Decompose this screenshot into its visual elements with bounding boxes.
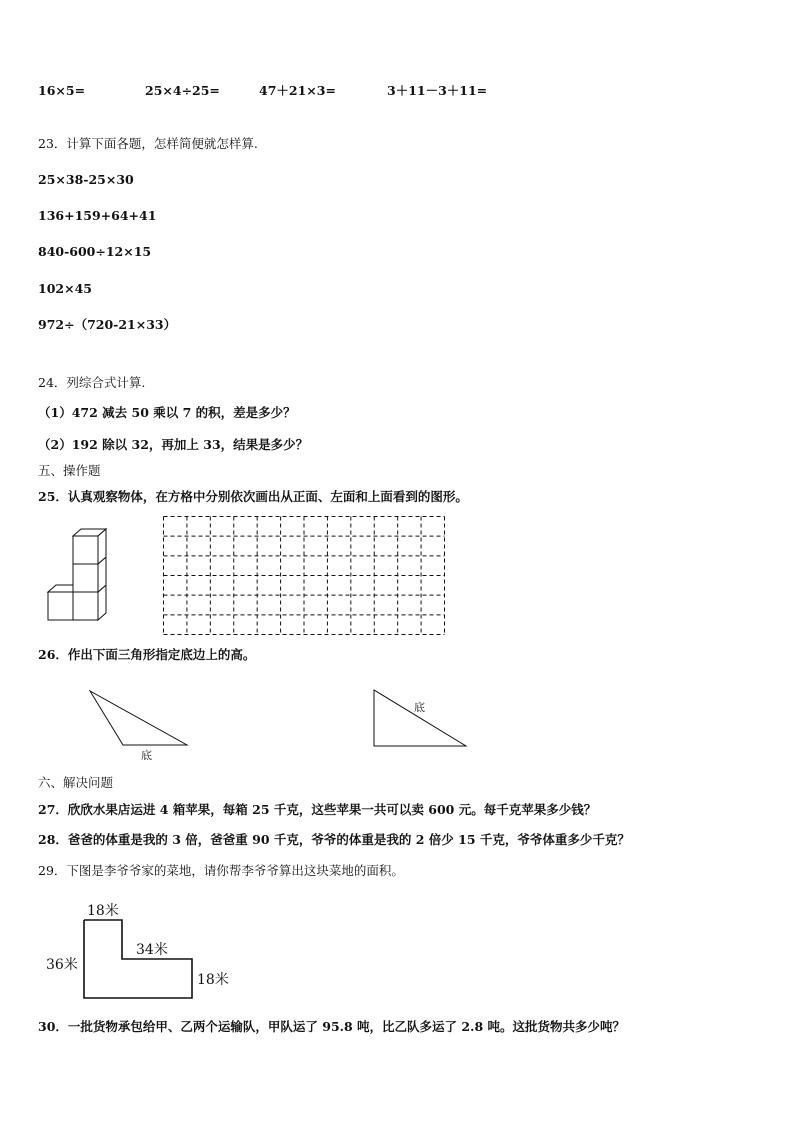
calc-25x4div25: 25×4÷25= — [145, 83, 220, 98]
garden-l-shape — [44, 896, 244, 1004]
q26-title: 26．作出下面三角形指定底边上的高。 — [38, 647, 256, 662]
section-6-heading: 六、解决问题 — [38, 775, 114, 790]
dim-left: 36米 — [46, 957, 78, 973]
triangle-1-base-label: 底 — [141, 749, 152, 762]
q23-title: 23．计算下面各题，怎样简便就怎样算. — [38, 136, 258, 151]
q23-item-3: 840-600÷12×15 — [38, 244, 152, 259]
triangle-right — [370, 688, 480, 753]
stacked-cubes-figure — [40, 530, 120, 626]
calc-16x5: 16×5= — [38, 83, 86, 98]
section-5-heading: 五、操作题 — [38, 463, 101, 478]
q23-item-5: 972÷（720-21×33） — [38, 317, 177, 332]
q23-item-2: 136+159+64+41 — [38, 208, 157, 223]
q27-text: 27．欣欣水果店运进 4 箱苹果，每箱 25 千克，这些苹果一共可以卖 600 元。每千克苹果多少钱？ — [38, 802, 597, 817]
calc-3plus11: 3＋11－3＋11= — [387, 83, 488, 98]
q30-text: 30．一批货物承包给甲、乙两个运输队，甲队运了 95.8 吨，比乙队多运了 2.8 吨。这批货物共多少吨？ — [38, 1019, 625, 1034]
q24-item-2: （2）192 除以 32，再加上 33，结果是多少？ — [38, 437, 309, 452]
dim-middle: 34米 — [136, 942, 168, 958]
q23-item-4: 102×45 — [38, 281, 92, 296]
calc-47plus21x3: 47＋21×3= — [259, 83, 336, 98]
q24-title: 24．列综合式计算. — [38, 375, 146, 390]
dim-right: 18米 — [197, 972, 229, 988]
triangle-obtuse — [85, 688, 195, 763]
dim-top: 18米 — [87, 903, 119, 919]
q29-title: 29．下图是李爷爷家的菜地，请你帮李爷爷算出这块菜地的面积。 — [38, 863, 404, 878]
q24-item-1: （1）472 减去 50 乘以 7 的积，差是多少？ — [38, 405, 296, 420]
q25-title: 25．认真观察物体，在方格中分别依次画出从正面、左面和上面看到的图形。 — [38, 489, 468, 504]
dashed-grid — [163, 516, 445, 635]
q28-text: 28．爸爸的体重是我的 3 倍，爸爸重 90 千克，爷爷的体重是我的 2 倍少 15 千克，爷爷体重多少千克？ — [38, 832, 630, 847]
triangle-2-base-label: 底 — [414, 701, 425, 714]
q23-item-1: 25×38-25×30 — [38, 172, 134, 187]
